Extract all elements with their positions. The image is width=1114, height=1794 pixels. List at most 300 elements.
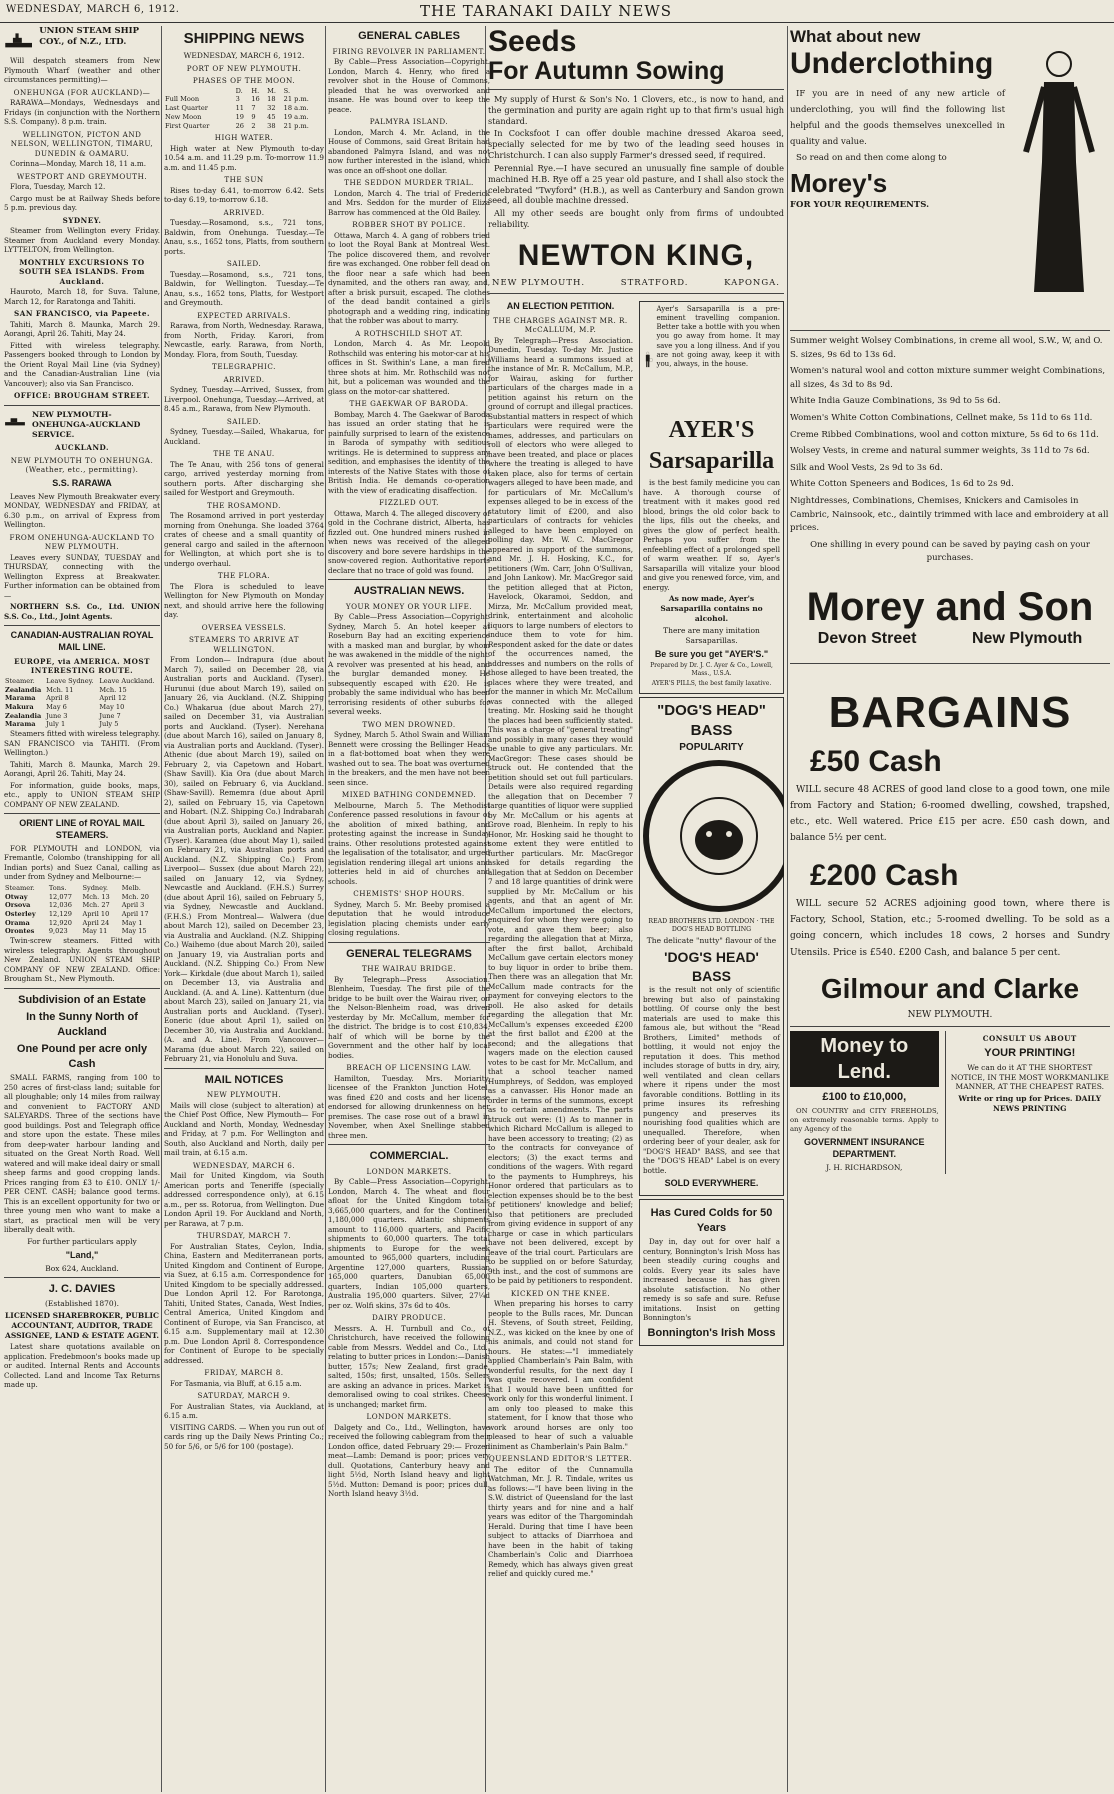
steamers-heading: STEAMERS TO ARRIVE AT WELLINGTON. <box>188 635 300 654</box>
money-life-heading: YOUR MONEY OR YOUR LIFE. <box>345 601 473 611</box>
bathing-text: Melbourne, March 5. The Methodist Conference passed resolutions in favour of the abolition of mixed bathing, and protesting against the increase in Sunday trains. Other resolutions protested against the legalisation of the totalisator, and urged legislation rendering illegal art unions and lotteries held in aid of churches and schools. <box>328 800 490 886</box>
wed-heading: WEDNESDAY, MARCH 6. <box>192 1160 296 1170</box>
colds-ad <box>639 1199 784 1346</box>
table-row <box>164 95 324 104</box>
table-cell: April 17 <box>121 910 149 919</box>
breach-text: Hamilton, Tuesday. Mrs. Moriarity, licensee of the Frankton Junction Hotel, was fined £20 and costs and her license endorsed for allowing drunkenness on her premises. The case rose out of a brawl in November, when Axel Snellinge stabbed three men. <box>328 1073 490 1140</box>
table-header: Leave Sydney. <box>46 676 94 685</box>
table-row <box>4 927 160 936</box>
breach-heading: BREACH OF LICENSING LAW. <box>346 1063 472 1073</box>
table-cell: 11 <box>235 104 244 113</box>
table-row <box>4 712 160 721</box>
fizzled-heading: FIZZLED OUT. <box>379 498 439 508</box>
bargains-title: BARGAINS <box>828 688 1072 738</box>
westport-heading: WESTPORT AND GREYMOUTH. <box>16 171 148 181</box>
from-onehunga-text: Leaves every SUNDAY, TUESDAY and THURSDAY, connecting with the Wellington Express at Breakwater. Further information can be obtained from— <box>4 552 160 600</box>
port-heading: PORT OF NEW PLYMOUTH. <box>186 63 302 73</box>
table-cell: 26 <box>235 121 244 130</box>
flora-text: Flora, Tuesday, March 12. <box>10 182 106 191</box>
table-cell: Orontes <box>5 927 35 936</box>
kicked-heading: KICKED ON THE KNEE. <box>510 1288 611 1298</box>
ayers-ad <box>639 301 784 694</box>
table-cell: April 12 <box>99 694 127 703</box>
tele-arrived-heading: ARRIVED. <box>223 374 265 384</box>
general-telegrams-heading: GENERAL TELEGRAMS <box>346 947 472 960</box>
underclothing-text: IF you are in need of any new article of underclothing, you will find the following list helpful and the goods themselves unexcelled in quality and value. <box>790 88 1005 148</box>
joint-agents: NORTHERN S.S. Co., Ltd. UNION S.S. Co., Ltd., Joint Agents. <box>4 602 160 621</box>
steamers-text: From London— Indrapura (due about March 7), sailed on December 28, via Australian ports and Auckland. (Tyser). Hurunui (due about March 19), sailed on January 26, via Auckland. (N.Z. Shipping Co.) Whakarua (due about March 27), sailed on December 31, via Australian ports and Auckland. (Tyser). Nerehana (due about March 16), sailed on January 8, via Australian ports and Auckland. (Tyser). Athenic (due about March 19), sailed on February 2, via Capetown and Hobart. (Shaw Savill). Kia Ora (due about March 30), sailed on February 6, via Auckland. (Shaw-Savill). Rememra (due about April 2), sailed on February 15, via Capetown and Hobart. (N.Z. Shipping Co.) Indrabarah (due about April 3), sailed on January 26, via Australian ports, Auckland and Napier. (Tyser). Karamea (due about May 1), sailed on February 21, via Australian ports and Auckland. (N.Z. Shipping Co.) From Liverpool— Sussex (due about March 22), sailed on January 12, via Sydney, Newcastle and Auckland. (F.H.S.) Surrey (due about April 16), sailed on February 5, via Sydney, Newcastle and Auckland. (F.H.S.) From Montreal— Walwera (due about March 12), sailed on December 23, via Australia and Auckland. (N.Z. Shipping Co.) Waihemo (due about March 20), sailed on January 19, via Australian ports and Auckland. (N.Z. Shipping Co.) From New York— Kirkdale (due about March 1), sailed on December 13, via Australia and Auckland. (A. and A. Line). Kattenturn (due about March 23), sailed on January 21, via Australian ports and Auckland. (Tyser). Eoneric (due about April 1), sailed on December 30, via Australia and Auckland. (A. and A. Line). From Vancouver— Marama (due about March 22), sailed on February 21, via Honolulu and Suva. <box>164 655 324 1064</box>
seeds-paragraph: In Cocksfoot I can offer double machine dressed Akaroa seed, specially selected for me by two of the leading seed houses in Christchurch. I can also supply Farmer's dressed seed, if required. <box>488 128 784 161</box>
new-plymouth: New Plymouth <box>972 629 1083 647</box>
expected-heading: EXPECTED ARRIVALS. <box>197 310 291 320</box>
drowned-text: Sydney, March 5. Athol Swain and William Bennett were crossing the Bellinger Heads in a flat-bottomed boat when they were washed out to sea. The boat was overturned in the breakers, and the men have not been seen since. <box>328 730 490 787</box>
divider <box>488 89 784 90</box>
ayers-pills: AYER'S PILLS, the best family laxative. <box>651 680 772 688</box>
divider <box>164 1068 324 1069</box>
bathing-heading: MIXED BATHING CONDEMNED. <box>341 790 477 800</box>
table-cell: Osterley <box>5 910 36 919</box>
table-header <box>164 87 235 96</box>
ayers-text2: is the best family medicine you can have. A thorough course of treatment with it makes good red blood, brings the old color back to the lips, fills out the cheeks, and gives the glow of perfect health. Perhaps you suffer from the enfeebling effect of a prolonged spell of warm weather. If so, Ayer's Sarsaparilla will vitalize your blood and give you renewed force, vim, and energy. <box>643 478 780 592</box>
underclothing-line: Creme Ribbed Combinations, wool and cotton mixture, 5s 6d to 6s 11d. <box>790 429 1099 440</box>
printing-ad <box>945 1031 1110 1175</box>
table-cell: 12,077 <box>48 892 72 901</box>
masthead <box>0 0 1114 23</box>
gilmour-np: NEW PLYMOUTH. <box>907 1009 993 1020</box>
sf-text: Tahiti, March 8. Maunka, March 29. Aorangi, April 26. Tahiti, May 24. <box>4 319 160 338</box>
table-cell: Mch. 15 <box>99 685 127 694</box>
kicked-text: When preparing his horses to carry people to the Bulls races, Mr. Duncan H. Stevens, of South street, Feilding, N.Z., was kicked on the knee by one of his animals, and could not stand for hours. He states:—"I immediately applied Chamberlain's Pain Balm, with wonderful results, for the next day I was quite recovered. I am confident that I would have been unfitted for work only for this wonderful liniment. I am only too pleased to make this statement, for I know that those who work around horses are only too pleased to hear of such a valuable liniment as Chamberlain's Pain Balm." <box>488 1299 633 1451</box>
monthly-heading: MONTHLY EXCURSIONS TO SOUTH SEA ISLANDS. From Auckland. <box>19 257 145 286</box>
table-cell: 7 <box>251 104 256 113</box>
sunny-north-heading: In the Sunny North of Auckland <box>26 1011 138 1038</box>
address-row <box>790 628 1110 649</box>
rarawa-text: RARAWA—Mondays, Wednesdays and Fridays (in conjunction with the Northern S.S. Company). 8 p.m. train. <box>4 98 160 126</box>
wairau-text: By Telegraph—Press Association. Blenheim, Tuesday. The first pile of the bridge to be built over the Wairau river, on the Nelson-Blenheim road, was driven yesterday by Mr. McCallum, member for the district. The bridge is to cost £10,834, half of which will be borne by the Government and the other half by local bodies. <box>328 974 490 1060</box>
column-rule <box>787 26 788 1792</box>
table-cell: Otway <box>5 892 28 901</box>
rothschild-heading: A ROTHSCHILD SHOT AT. <box>355 328 463 338</box>
usco-text: Will despatch steamers from New Plymouth Wharf (weather and other circumstances permitting)— <box>4 56 160 84</box>
table-cell: Orama <box>5 918 30 927</box>
for-requirements: FOR YOUR REQUIREMENTS. <box>790 200 930 211</box>
masthead-title: THE TARANAKI DAILY NEWS <box>420 2 673 20</box>
table-row <box>4 919 160 928</box>
robber-text: Ottawa, March 4. A gang of robbers tried to loot the Royal Bank at Montreal West. The police discovered them, and revolver fire was exchanged. One robber fell dead on the floor near a safe which had been dynamited, and the others ran away, and, after a brisk pursuit, escaped. The clothes of the dead bandit contained a girl's photograph and a wedding ring, indicating that the robber was about to marry. <box>328 230 490 326</box>
ayers-imitation: There are many imitation Sarsaparillas. <box>663 625 760 645</box>
bulldog-icon <box>659 776 779 896</box>
table-header: Steamer. <box>5 883 35 892</box>
underclothing-line: Nightdresses, Combinations, Chemises, Knickers and Camisoles in Cambric, Nainsook, etc., daintily trimmed with lace and embroidery at all prices. <box>790 495 1109 534</box>
table-row <box>4 910 160 919</box>
cash-50-title: £50 Cash <box>810 745 942 779</box>
divider <box>790 330 1110 331</box>
cargo-text: Cargo must be at Railway Sheds before 5 p.m. previous day. <box>4 193 160 212</box>
table-cell: Mch. 11 <box>46 685 74 694</box>
table-cell: Mch. 20 <box>121 892 149 901</box>
table-header: Tons. <box>48 883 67 892</box>
islands-text: Hauroto, March 18, for Suva. Talune, March 12, for Raratonga and Tahiti. <box>4 287 160 306</box>
table-cell: 18 <box>267 95 276 104</box>
baroda-heading: THE GAEKWAR OF BARODA. <box>349 399 469 409</box>
column-shipping-ads <box>4 26 160 1792</box>
divider <box>328 942 490 943</box>
divider <box>4 988 160 989</box>
table-header: Sydney. <box>82 883 109 892</box>
table-row <box>4 686 160 695</box>
wed-text: Mail for United Kingdom, via South American ports and Teneriffe (specially addressed correspondence only), at 6.15 a.m., per ss. Rotorua, from Wellington. Due London April 19. For Auckland and North, per Rarawa, at 7 p.m. <box>164 1171 324 1228</box>
table-cell: April 8 <box>46 694 69 703</box>
underclothing-title: Underclothing <box>790 47 994 81</box>
table-header: Steamer. <box>5 676 35 685</box>
table-row <box>164 113 324 122</box>
table-header-row <box>4 884 160 893</box>
table-cell: 21 p.m. <box>283 121 309 130</box>
office-text: OFFICE: BROUGHAM STREET. <box>13 391 151 400</box>
devon-street: Devon Street <box>817 629 917 647</box>
table-row <box>4 703 160 712</box>
divider <box>4 813 160 814</box>
table-row <box>4 893 160 902</box>
arrived-text: Tuesday.—Rosamond, s.s., 721 tons, Baldwin, from Onehunga. Tuesday.—Te Anau, s.s., 1652 tons, Platts, from southern ports. <box>164 218 324 256</box>
wireless-text: Fitted with wireless telegraphy. Passengers booked through to London by the Orient Royal Mail Line (via Sydney) and the Canadian-Australian Line (via Vancouver); also via San Francisco. <box>4 340 160 388</box>
table-cell: 16 <box>251 95 260 104</box>
petition-heading: AN ELECTION PETITION. <box>506 300 615 311</box>
divider <box>328 1144 490 1145</box>
robber-heading: ROBBER SHOT BY POLICE. <box>352 220 466 230</box>
table-cell: 12,036 <box>48 901 72 910</box>
te-anau-text: The Te Anau, with 256 tons of general cargo, arrived yesterday morning from southern ports. After discharging she sailed for Westport and Greymouth. <box>164 459 324 498</box>
table-cell: 18 a.m. <box>283 104 309 113</box>
palmyra-text: London, March 4. Mr. Acland, in the House of Commons, said Great Britain had abandoned Palmyra Island, and was not now further interested in the island, which was once an off-shoot one dollar. <box>328 127 490 175</box>
nps-heading: NEW PLYMOUTH-ONEHUNGA-AUCKLAND SERVICE. <box>31 409 141 440</box>
towns-row <box>492 278 780 289</box>
column-rule <box>325 26 326 1792</box>
shipping-date: WEDNESDAY, MARCH 6, 1912. <box>183 50 305 60</box>
ayers-prepared: Prepared by Dr. J. C. Ayer & Co., Lowell, Mass., U.S.A. <box>650 662 773 678</box>
sun-text: Rises to-day 6.41, to-morrow 6.42. Sets to-day 6.19, to-morrow 6.18. <box>164 185 324 205</box>
london-markets-text: By Cable—Press Association—Copyright. London, March 4. The wheat and flour afloat for the United Kingdom totals 3,665,000 quarters, and for the Continent 1,180,000 quarters. Atlantic shipments amount to 116,000 quarters, and Pacific shipments to 60,000 quarters. The total shipments to Europe for the week amounted to 965,000 quarters, including Argentine 127,000 quarters, Russian 165,000 quarters, Danubian 65,000 quarters, Indian 105,000 quarters, Australia 195,000 quarters. Silver, 27¼d per oz. Wolfi skins, 37s 6d to 40s. <box>328 1177 490 1310</box>
revolver-heading: FIRING REVOLVER IN PARLIAMENT. <box>332 46 486 56</box>
table-cell: May 11 <box>82 927 108 936</box>
mail-sub: NEW PLYMOUTH. <box>206 1090 282 1100</box>
moreys-title: Morey's <box>790 167 888 198</box>
petition-text: By Telegraph—Press Association. Dunedin, Tuesday. To-day Mr. Justice Williams heard a summons issued at the instance of Mr. R. McCallum, M.P., for Wairau, asking for further particulars of the charges made in a petition against his return on the ground of corrupt and illegal practices. Substantial matters in respect of which particulars were required were the names, addresses, and particulars on roll of electors who were alleged to have been treated, and place or places where the treating is alleged to have taken place, also for terms of certain wagers alleged to have been made, and for particulars of Mr. McCallum's expenses alleged to be in excess of the statutory limit of £200, and also particulars of contracts for vehicles alleged to have been employed on polling day. Mr. W. C. MacGregor appeared in support of the summons, and Mr. J. H. Hosking, K.C., for petitioners (Wm. Carr, John O'Sullivan, and John Lankow). Mr. MacGregor said the petition alleged that at Picton, Havelock, Okaramoi, Seddon, and Mirza, Mr. McCallum provided meat, drink, entertainment and alcoholic liquors to large numbers of electors to induce them to vote for him. Respondent asked for the date or dates of the occurrences named, the addresses and numbers on the rolls of those alleged to have been treated, the places where they were treated, and for the manner in which Mr. McCallum was connected with the alleged treating. Mr. Hosking said he thought the places had been sufficiently stated. This was a charge of "general treating" and possibly in many cases they would be unable to give any particulars. Mr. MacGregor: These cases should be struck out. He contended that the petition should set out full particulars. Details were also required regarding the allegation that on December 7 large quantities of liquor were supplied by Mr. McCallum or his agents at Grove road, Blenheim. In reply to his Honor, Mr. Hosking said he thought to some extent they were entitled to further particulars. Mr. MacGregor asked for details regarding the allegation that at Seddon on December 7 and 18 large quantities of drink were supplied by Mr. McCallum or his agents, and that an agent of Mr. McCallum importuned the electors, enquired for whom they were going to vote, and gave them beer; also regarding the allegation that at Mirza, after the first ballot, Archibald McCallum gave certain electors money to buy liquor in order to bribe them. Then there was an allegation that Mr. McCallum made contracts for the payment for conveying electors to the poll. He also asked for details regarding the allegation that Mr. McCallum's expenses exceeded £200 at the first ballot and £200 at the second; and the allegations that wagers made on the election caused votes to be cast for Mr. McCallum, and that a school teacher named Humphreys, of Seddon, was employed as a canvasser. His Honor made an order in terms of the summons, except as to certain amendments. The parts struck out were: (1) As to manner in which Richard McCallum is alleged to have been accessory to treating; (2) as to the contracts for conveyance of electors; (3) the exact terms and conditions of the wagers. With regard to the payments to Humphreys, his Honor ordered that particulars as to election expenses should be to the best of petitioners' knowledge and belief; also that petitioners are precluded from giving evidence in support of any charge or case in which particulars have not been delivered, except by leave of the trial court. Particulars are to be supplied on or before Saturday, 9th inst., and the cost of summons are to be paid by petitioners to respondent. <box>488 335 633 1286</box>
table-cell: 38 <box>267 121 276 130</box>
seeds-ad <box>488 26 784 289</box>
table-row <box>4 694 160 703</box>
orient-foot: Twin-screw steamers. Fitted with wireless telegraphy. Agents throughout New Zealand. UNION STEAM SHIP COMPANY OF NEW ZEALAND. Office: Brougham St., New Plymouth. <box>4 936 160 984</box>
table-cell: Last Quarter <box>165 104 208 113</box>
sun-heading: THE SUN <box>224 175 264 185</box>
moon-table <box>164 87 324 131</box>
revolver-text: By Cable—Press Association—Copyright. London, March 4. Henry, who fired a revolver shot in the House of Commons, pleaded that he was overworked and insane. He was bound over to keep the peace. <box>328 57 490 114</box>
government-insurance: GOVERNMENT INSURANCE DEPARTMENT. <box>804 1136 925 1159</box>
onehunga-heading: ONEHUNGA (FOR AUCKLAND)— <box>13 87 151 97</box>
wellington-heading: WELLINGTON, PICTON AND NELSON, WELLINGTON, TIMARU, DUNEDIN & OAMARU. <box>10 129 154 158</box>
table-cell: Zealandia <box>5 711 42 720</box>
canadian-heading: CANADIAN-AUSTRALIAN ROYAL MAIL LINE. <box>10 630 154 653</box>
column-rule <box>161 26 162 1792</box>
baroda-text: Bombay, March 4. The Gaekwar of Baroda has issued an order stating that he is painfully surprised to learn of the existence in Baroda of sympathy with seditious writings. He is determined to suppress any sedition, and emphasises the identity of the interests of the Native States with those of British India. He demands co-operation with the view of eradicating disaffection. <box>328 409 490 495</box>
column-ads-petition <box>488 26 784 1792</box>
table-cell: July 5 <box>99 720 119 729</box>
column-cables <box>328 26 490 1792</box>
sydney-text: Steamer from Wellington every Friday. Steamer from Auckland every Monday. LYTTELTON, from Wellington. <box>4 226 160 254</box>
davies-text: Latest share quotations available on application. Fredebmoon's books made up or audited. Internal Rents and Accounts Collected. Land and Income Tax Returns made up. <box>4 1342 160 1390</box>
cash-200-title: £200 Cash <box>810 859 959 893</box>
table-cell: 32 <box>267 104 276 113</box>
morey-and-son: Morey and Son <box>806 584 1094 629</box>
from-onehunga-heading: FROM ONEHUNGA-AUCKLAND TO NEW PLYMOUTH. <box>9 532 155 552</box>
rosamond-heading: THE ROSAMOND. <box>207 500 281 510</box>
table-cell: Makura <box>5 703 34 712</box>
drowned-heading: TWO MEN DROWNED. <box>362 719 456 729</box>
queensland-heading: QUEENSLAND EDITOR'S LETTER. <box>488 1454 633 1464</box>
chemists-text: Sydney, March 5. Mr. Beeby promised a deputation that he would introduce legislation placing chemists under early closing regulations. <box>328 899 490 938</box>
ayers-sure: Be sure you get "AYER'S." <box>654 648 769 659</box>
table-cell: 19 a.m. <box>283 112 309 121</box>
orient-heading: ORIENT LINE of ROYAL MAIL STEAMERS. <box>19 818 145 841</box>
oversea-heading: OVERSEA VESSELS. <box>201 622 287 632</box>
seddon-text: London, March 4. The trial of Frederick and Mrs. Seddon for the murder of Eliza Barrow has commenced at the Old Bailey. <box>328 188 490 217</box>
queensland-text: The editor of the Cunnamulla Watchman, Mr. J. R. Tindale, writes us as follows:—"I have been living in the S.W. district of Queensland for the last thirty years and for nine and a half years was editor of the Thargomindah Herald. During that time I have been subject to attacks of Diarrhoea and have been in the habit of taking Chamberlain's Colic and Diarrhoea Remedy, which has always given great relief and quickly cured me." <box>488 1464 633 1579</box>
table-header: Melb. <box>121 883 141 892</box>
dogs-head-popularity: POPULARITY <box>679 741 744 753</box>
table-row <box>164 104 324 113</box>
divider <box>790 1026 1110 1027</box>
orient-text: FOR PLYMOUTH and LONDON, via Fremantle, Colombo (transhipping for all Indian ports) and Suez Canal, calling as under from Sydney and Melbourne:— <box>4 843 160 882</box>
table-row <box>4 901 160 910</box>
table-cell: May 15 <box>121 927 147 936</box>
traveller-illustration-icon <box>643 305 653 415</box>
divider <box>4 625 160 626</box>
apply-text: For further particulars apply <box>27 1236 137 1246</box>
sydney-heading: SYDNEY. <box>62 215 102 225</box>
steamship-icon <box>4 26 33 56</box>
te-anau-heading: THE TE ANAU. <box>213 449 275 459</box>
dairy-heading: DAIRY PRODUCE. <box>371 1313 446 1323</box>
fri-heading: FRIDAY, MARCH 8. <box>204 1368 284 1378</box>
sat-text: For Australian States, via Auckland, at 6.15 a.m. <box>164 1401 324 1421</box>
table-header: S. <box>283 86 291 95</box>
canadian-tahiti: Tahiti, March 8. Maunka, March 29. Aorangi, April 26. Tahiti, May 24. <box>4 759 160 779</box>
np-onehunga-heading: NEW PLYMOUTH TO ONEHUNGA. (Weather, etc., permitting). <box>10 455 154 475</box>
dogs-head-seal-text: READ BROTHERS LTD. LONDON · THE DOG'S HEAD BOTTLING <box>648 917 775 934</box>
divider <box>790 663 1110 664</box>
dogs-head-delicate: The delicate "nutty" flavour of the <box>646 936 777 946</box>
underclothing-line: Summer weight Wolsey Combinations, in creme all wool, S.W., W, and O. S. sizes, 9s 6d to 13s 6d. <box>790 336 1103 360</box>
divider <box>4 405 160 406</box>
divider <box>488 293 784 294</box>
table-cell: 45 <box>267 112 276 121</box>
what-about-text: What about new <box>790 27 921 46</box>
newton-king: NEWTON KING, <box>517 238 755 272</box>
london-markets-heading: LONDON MARKETS. <box>366 1166 452 1176</box>
town: STRATFORD. <box>620 277 689 288</box>
seeds-title: Seeds <box>488 26 577 58</box>
mail-notices-heading: MAIL NOTICES <box>204 1073 284 1086</box>
usco-title: UNION STEAM SHIP COY., of N.Z., LTD. <box>39 26 139 48</box>
subdivision-heading: Subdivision of an Estate <box>18 993 146 1006</box>
cash-200-text: WILL secure 52 ACRES adjoining good town, where there is Factory, School, Station, etc.; 5-roomed dwelling. To be sold as a going concern, which includes 18 cows, 2 horses and Sundry Utensils. Price is £540. £200 Cash, and balance 5 per cent. <box>790 899 1110 958</box>
table-cell: 12,129 <box>48 910 72 919</box>
orient-table <box>4 884 160 936</box>
dogs-head-seal <box>643 760 784 912</box>
seeds-paragraph: My supply of Hurst & Son's No. 1 Clovers, etc., is now to hand, and the germination and purity are again right up to that firm's usual high standard. <box>488 94 784 126</box>
table-cell: Full Moon <box>165 95 200 104</box>
divider <box>328 579 490 580</box>
australian-news-heading: AUSTRALIAN NEWS. <box>353 585 465 598</box>
shipping-news-heading: SHIPPING NEWS <box>183 30 305 47</box>
table-cell: Mch. 13 <box>82 892 110 901</box>
flora-text: The Flora is scheduled to leave Wellington for New Plymouth on Monday next, and should arrive here the following day. <box>164 581 324 620</box>
general-cables-heading: GENERAL CABLES <box>358 30 460 42</box>
canadian-schedule-table <box>4 677 160 729</box>
telegraphic-heading: TELEGRAPHIC. <box>212 362 276 372</box>
dogs-head-sold: SOLD EVERYWHERE. <box>664 1178 759 1189</box>
cash-50-text: WILL secure 48 ACRES of good land close to a good town, one mile from Factory and Station; 6-roomed dwelling, cowshed, trapshed, etc., etc. Well watered. Price £15 per acre. £50 cash down, and balance 5½ per cent. <box>790 784 1110 844</box>
canadian-foot: Steamers fitted with wireless telegraphy. SAN FRANCISCO via TAHITI. (From Wellington.) <box>4 729 160 758</box>
flora-heading: THE FLORA. <box>217 571 271 581</box>
chemists-heading: CHEMISTS' SHOP HOURS. <box>353 889 465 899</box>
table-header: M. <box>267 86 277 95</box>
fizzled-text: Ottawa, March 4. The alleged discovery of gold in the Cochrane district, Alberta, has fizzled out. One hundred miners rushed in when news was received of the alleged discovery and bore severe hardships in the snow-covered region. Authoritative reports declare that no trace of gold was found. <box>328 508 490 575</box>
wairau-heading: THE WAIRAU BRIDGE. <box>361 964 457 974</box>
sailed-heading: SAILED. <box>226 259 262 269</box>
printing-foot: Write or ring up for Prices. DAILY NEWS PRINTING <box>958 1094 1102 1114</box>
town: NEW PLYMOUTH. <box>492 277 586 288</box>
ayers-now: As now made, Ayer's Sarsaparilla contains no alcohol. <box>660 594 763 623</box>
underclothing-line: Silk and Wool Vests, 2s 9d to 3s 6d. <box>790 462 943 473</box>
underclothing-line: White India Gauze Combinations, 3s 9d to 5s 6d. <box>790 396 1001 407</box>
high-water-text: High water at New Plymouth to-day 10.54 a.m. and 11.29 p.m. To-morrow 11.9 a.m. and 11.45 p.m. <box>164 143 324 172</box>
sf-heading: SAN FRANCISCO, via Papeete. <box>14 309 150 318</box>
ss-rarawa: S.S. RARAWA <box>52 477 112 488</box>
table-cell: First Quarter <box>165 121 210 130</box>
underclothing-line: Women's White Cotton Combinations, Cellnet make, 5s 11d to 6s 11d. <box>790 412 1093 423</box>
davies-established: (Established 1870). <box>44 1298 120 1308</box>
sat-heading: SATURDAY, MARCH 9. <box>197 1391 291 1401</box>
subdivision-text: SMALL FARMS, ranging from 100 to 250 acres of first-class land; suitable for all ploughable; only 14 miles from railway and convenient to FACTORY AND SALEYARDS. Three of the sections have good buildings. Post and Telegraph office and store upon the estate. These miles from deep-water harbour landing and situated on the Great North Road. Well watered and will make ideal dairy or small sheep farms and good cropping lands. Prices ranging from £3 to £10. ONLY 1/- PER CENT. CASH; balance good terms. This is an excellent opportunity for two or three young men who want to make a start, as practical men will be very liberally dealt with. <box>4 1073 160 1235</box>
table-cell: 9 <box>251 112 256 121</box>
london-markets2-heading: LONDON MARKETS. <box>366 1412 452 1422</box>
land-text: "Land," <box>65 1249 99 1260</box>
table-cell: May 1 <box>121 918 143 927</box>
expected-text: Rarawa, from North, Wednesday. Rarawa, from North, Friday. Karori, from Newcastle, early. Rarawa, from North, Monday. Flora, from South, Tuesday. <box>164 321 324 359</box>
autumn-title: For Autumn Sowing <box>488 56 725 85</box>
government-name: J. H. RICHARDSON, <box>826 1162 903 1172</box>
table-cell: June 3 <box>46 711 68 720</box>
tele-arrived-text: Sydney, Tuesday.—Arrived, Sussex, from Liverpool. Onehunga, Tuesday.—Arrived, at 8.45 a.m., Rarawa, from New Plymouth. <box>164 385 324 414</box>
mail-text: Mails will close (subject to alteration) at the Chief Post Office, New Plymouth— For Auckland and North, Monday, Wednesday and Friday, at 7 p.m. For Wellington and South, also Auckland and North, daily per mail train, at 6.15 a.m. <box>164 1100 324 1158</box>
tele-sailed-text: Sydney, Tuesday.—Sailed, Whakarua, for Auckland. <box>164 427 324 446</box>
table-cell: May 10 <box>99 703 125 712</box>
dogs-head-title: "DOG'S HEAD" BASS <box>657 702 766 739</box>
printing-title: YOUR PRINTING! <box>984 1047 1076 1060</box>
colds-heading: Has Cured Colds for 50 Years <box>650 1207 773 1234</box>
rarawa-schedule: Leaves New Plymouth Breakwater every MONDAY, WEDNESDAY and FRIDAY, at 6.30 p.m., on arrival of Express from Wellington. <box>4 491 160 530</box>
table-cell: July 1 <box>46 720 66 729</box>
gilmour-clarke: Gilmour and Clarke <box>820 972 1080 1004</box>
sailed-text: Tuesday.—Rosamond, s.s., 721 tons, Baldwin, for Wellington. Tuesday.—Te Anau, s.s., 1652 tons, Platts, for Westport and Greymouth. <box>164 269 324 308</box>
table-cell: Orsova <box>5 901 31 910</box>
box-text: Box 624, Auckland. <box>45 1263 119 1273</box>
table-cell: Zealandia <box>5 685 42 694</box>
arrived-heading: ARRIVED. <box>223 207 265 217</box>
column-display-ads <box>790 26 1110 1792</box>
table-header: D. <box>235 86 243 95</box>
underclothing-line: Wolsey Vests, in creme and natural summer weights, 3s 11d to 7s 6d. <box>790 446 1090 457</box>
money-text: ON COUNTRY and CITY FREEHOLDS, on extremely reasonable terms. Apply to any Agency of the <box>790 1106 939 1133</box>
ayers-title: AYER'S Sarsaparilla <box>648 416 775 475</box>
steamship-icon <box>4 410 26 432</box>
seeds-paragraph: All my other seeds are bought only from firms of undoubted reliability. <box>488 208 784 230</box>
printing-text: We can do it AT THE SHORTEST NOTICE, IN THE MOST WORKMANLIKE MANNER, AT THE CHEAPEST RATES. <box>950 1062 1109 1092</box>
palmyra-heading: PALMYRA ISLAND. <box>369 117 449 127</box>
rosamond-text: The Rosamond arrived in port yesterday morning from Onehunga. She loaded 3764 crates of cheese and a small quantity of general cargo and sailed in the afternoon for Wellington, at which port she is to undergo overhaul. <box>164 511 324 568</box>
money-to-lend-ad <box>790 1031 939 1175</box>
one-pound-heading: One Pound per acre only Cash <box>16 1043 148 1070</box>
town: KAPONGA. <box>724 277 780 288</box>
corinna-text: Corinna—Monday, March 18, 11 a.m. <box>10 159 147 168</box>
davies-list: LICENSED SHAREBROKER, PUBLIC ACCOUNTANT, AUDITOR, TRADE ASSIGNEE, LAND & ESTATE AGENT. <box>5 1310 159 1340</box>
tele-sailed-heading: SAILED. <box>226 416 262 426</box>
table-cell: New Moon <box>165 112 202 121</box>
seeds-paragraph: Perennial Rye.—I have secured an unusually fine sample of double machined H.B. Rye off a 25 year old pasture, and I shall also stock the celebrated "Twyford" (H.B.), as well as Canterbury and Sandon grown seed, all double machine dressed. <box>488 162 784 206</box>
colds-text: Day in, day out for over half a century, Bonnington's Irish Moss has been steadily curing coughs and colds. Every year its sales have increased because it has given absolute satisfaction. No other remedy is so safe and sure. Refuse imitations. Insist on getting Bonnington's <box>643 1237 780 1323</box>
table-cell: Marama <box>5 720 36 729</box>
table-row <box>4 720 160 729</box>
money-to-lend-title: Money to Lend. <box>790 1031 939 1088</box>
table-cell: 12,920 <box>48 918 72 927</box>
visiting-cards: VISITING CARDS. — When you run out of cards ring up the Daily News Printing Co.; 50 for 5/6, or 5/6 for 100 (postage). <box>164 1422 324 1451</box>
money-life-text: By Cable—Press Association—Copyright. Sydney, March 5. An hotel keeper at Roseburn Bay had an exciting experience with a masked man and burglar, by whom he was awakened in the middle of the night. A revolver was presented at his head, and the burglar demanded money. He subsequently escaped with £20. He is probably the same individual who has been terrorising residents of other suburbs for several weeks. <box>328 612 490 717</box>
lady-in-underclothing-illustration-icon <box>1014 42 1104 302</box>
underclothing-line: One shilling in every pound can be saved by paying cash on your purchases. <box>810 539 1090 564</box>
table-row <box>164 122 324 131</box>
europe-heading: EUROPE, via AMERICA. MOST INTERESTING ROUTE. <box>14 656 150 676</box>
divider <box>4 1277 160 1278</box>
underclothing-line: Women's natural wool and cotton mixture summer weight Combinations, all sizes, 4s 3d to 8s 9d. <box>790 366 1106 390</box>
table-cell: 19 <box>235 112 244 121</box>
underclothing-line: White Cotton Speneers and Bodices, 1s 6d to 2s 9d. <box>790 479 1014 490</box>
ayers-text1: Ayer's Sarsaparilla is a pre-eminent travelling companion. Better take a bottle with you when you go away from home. It may save you a long illness. And if you are not going away, keep it with you, always, in the house. <box>656 304 780 369</box>
masthead-date: WEDNESDAY, MARCH 6, 1912. <box>6 4 180 15</box>
money-amount: £100 to £10,000, <box>822 1091 907 1104</box>
table-header-row <box>164 87 324 96</box>
phases-heading: PHASES OF THE MOON. <box>192 76 296 86</box>
davies-heading: J. C. DAVIES <box>48 1283 116 1296</box>
canadian-info: For information, guide books, maps, etc., apply to UNION STEAM SHIP COMPANY OF NEW ZEALAND. <box>4 780 160 809</box>
column-shipping-news <box>164 26 324 1792</box>
table-cell: 3 <box>235 95 240 104</box>
dogs-head-ad <box>639 697 784 1196</box>
table-cell: April 24 <box>82 918 110 927</box>
bonnington-brand: Bonnington's Irish Moss <box>647 1326 776 1339</box>
table-cell: June 7 <box>99 711 121 720</box>
table-cell: May 6 <box>46 703 67 712</box>
high-water-heading: HIGH WATER. <box>214 133 274 143</box>
dogs-head-text: is the result not only of scientific brewing but also of painstaking bottling. Of course only the best materials are used to make this famous ale, but without the "Read Brothers, Limited" methods of bottling, it would not enjoy the reputation it does. This method includes storage of butts in dry, airy, well ventilated and clean cellars where it ripens under the most favorable conditions. Bottling in its prime insures its refreshing pungency and preserves its nourishing food qualities which are unequalled. Therefore, when ordering beer of your dealer, ask for "DOG'S HEAD" BASS, and see that the "DOG'S HEAD" Label is on every bottle. <box>643 985 780 1175</box>
table-header-row <box>4 677 160 686</box>
table-header: H. <box>251 86 260 95</box>
read-on-text: So read on and then come along to <box>796 152 947 163</box>
table-cell: 9,023 <box>48 927 68 936</box>
london-markets2-text: Dalgety and Co., Ltd., Wellington, have received the following cablegram from their London office, dated February 29:— Frozen meat—Lamb: Demand is poor; prices very dull. Quotations, Canterbury heavy and light 5½d, North Island heavy and light 5½d. Mutton: Demand is poor; prices dull. North Island heavy 3½d. <box>328 1422 490 1499</box>
table-cell: Mch. 27 <box>82 901 110 910</box>
table-cell: April 10 <box>82 910 110 919</box>
